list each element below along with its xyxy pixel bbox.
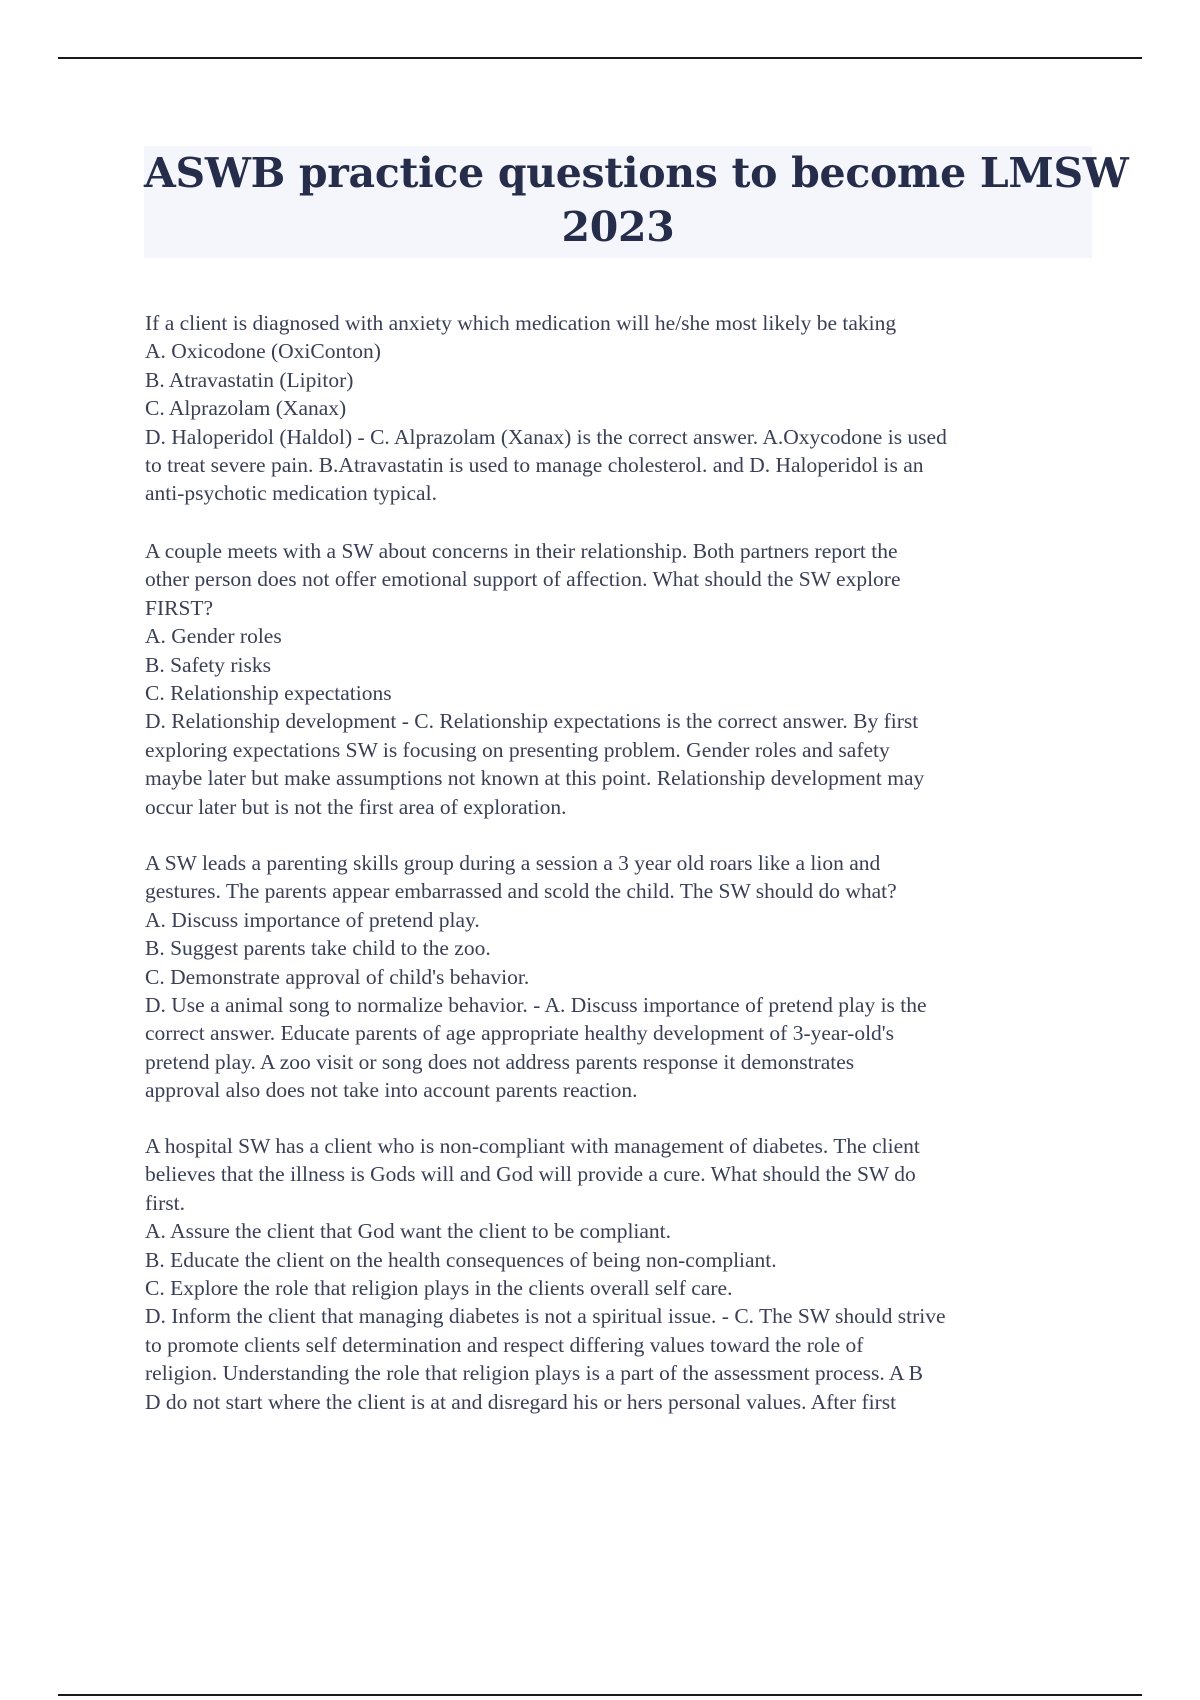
question-1-answer-line-3: anti-psychotic medication typical.	[145, 481, 437, 506]
top-rule	[58, 57, 1142, 59]
question-4-line-1: A hospital SW has a client who is non-compliant with management of diabetes. The client	[145, 1134, 920, 1158]
question-3-option-b: B. Suggest parents take child to the zoo.	[145, 936, 491, 961]
question-4-option-c: C. Explore the role that religion plays in the clients overall self care.	[145, 1276, 733, 1301]
question-3	[145, 849, 927, 1105]
question-3-option-c: C. Demonstrate approval of child's behavior.	[145, 964, 530, 989]
title-line-2: 2023	[561, 203, 675, 251]
question-2-line-2: other person does not offer emotional support of affection. What should the SW explore	[145, 567, 901, 592]
question-2-line-3: FIRST?	[145, 595, 214, 620]
question-4-option-d: D. Inform the client that managing diabetes is not a spiritual issue. - C. The SW should strive	[145, 1304, 946, 1329]
question-3-line-1: A SW leads a parenting skills group during a session a 3 year old roars like a lion and	[145, 851, 881, 875]
question-2-answer-line-2: exploring expectations SW is focusing on presenting problem. Gender roles and safety	[145, 737, 890, 762]
question-4-line-2: believes that the illness is Gods will and God will provide a cure. What should the SW do	[145, 1162, 916, 1187]
question-4-answer-line-2: to promote clients self determination and respect differing values toward the role of	[145, 1332, 864, 1357]
question-4-line-3: first.	[145, 1190, 186, 1215]
title-line-1: ASWB practice questions to become LMSW	[144, 149, 1129, 197]
question-1-option-b: B. Atravastatin (Lipitor)	[145, 367, 354, 392]
question-4-option-b: B. Educate the client on the health consequences of being non-compliant.	[145, 1247, 777, 1272]
question-2-option-b: B. Safety risks	[145, 652, 272, 677]
question-2-option-a: A. Gender roles	[145, 624, 282, 649]
question-1-option-a: A. Oxicodone (OxiConton)	[145, 339, 381, 364]
question-4	[145, 1132, 946, 1416]
question-3-option-a: A. Discuss importance of pretend play.	[145, 907, 480, 932]
question-1	[145, 309, 947, 508]
question-3-option-d: D. Use a animal song to normalize behavior. - A. Discuss importance of pretend play is the	[145, 993, 927, 1018]
question-1-option-c: C. Alprazolam (Xanax)	[145, 396, 347, 421]
document-title	[144, 146, 1129, 258]
question-2	[145, 537, 924, 821]
question-1-option-d: D. Haloperidol (Haldol) - C. Alprazolam (Xanax) is the correct answer. A.Oxycodone is used	[145, 424, 947, 449]
question-2-answer-line-3: maybe later but make assumptions not known at this point. Relationship development may	[145, 766, 925, 791]
question-4-answer-line-4: D do not start where the client is at and disregard his or hers personal values. After first	[145, 1389, 897, 1414]
question-2-answer-line-4: occur later but is not the first area of exploration.	[145, 794, 567, 819]
question-4-option-a: A. Assure the client that God want the client to be compliant.	[145, 1219, 672, 1244]
question-3-line-2: gestures. The parents appear embarrassed and scold the child. The SW should do what?	[145, 879, 897, 904]
question-3-answer-line-3: pretend play. A zoo visit or song does not address parents response it demonstrates	[145, 1049, 855, 1074]
question-1-answer-line-2: to treat severe pain. B.Atravastatin is used to manage cholesterol. and D. Haloperidol is an	[145, 453, 924, 478]
bottom-rule	[58, 1694, 1142, 1696]
question-2-line-1: A couple meets with a SW about concerns in their relationship. Both partners report the	[145, 539, 898, 563]
question-2-option-d: D. Relationship development - C. Relationship expectations is the correct answer. By first	[145, 709, 919, 734]
question-2-option-c: C. Relationship expectations	[145, 681, 392, 706]
question-3-answer-line-2: correct answer. Educate parents of age appropriate healthy development of 3-year-old's	[145, 1021, 895, 1046]
question-4-answer-line-3: religion. Understanding the role that religion plays is a part of the assessment process. A B	[145, 1361, 924, 1386]
question-3-answer-line-4: approval also does not take into account parents reaction.	[145, 1078, 638, 1103]
question-1-line-1: If a client is diagnosed with anxiety which medication will he/she most likely be taking	[145, 311, 897, 335]
